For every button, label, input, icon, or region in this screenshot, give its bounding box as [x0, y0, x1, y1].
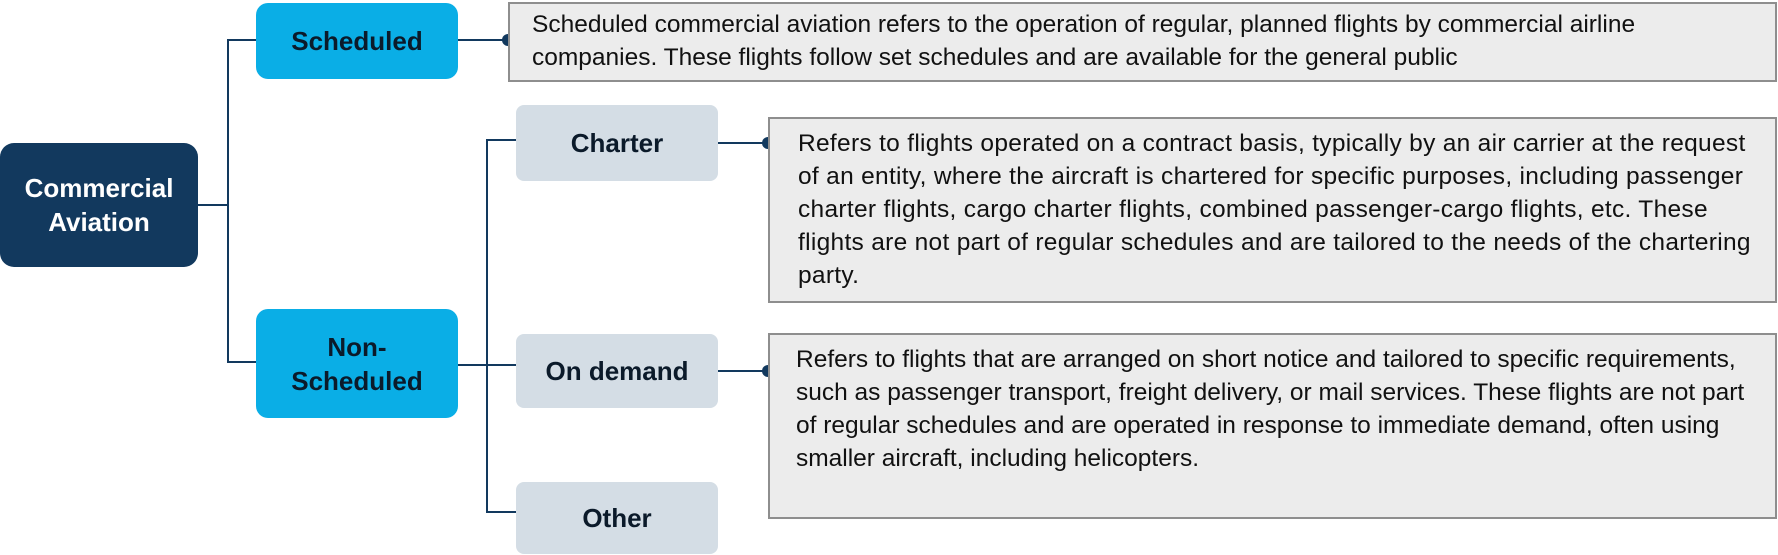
node-non-scheduled-label-line1: Non- — [327, 331, 387, 362]
connector-root-branch — [198, 40, 256, 362]
node-on-demand — [516, 334, 718, 408]
description-charter — [768, 117, 1777, 303]
description-on-demand — [768, 333, 1777, 519]
description-scheduled-text: Scheduled commercial aviation refers to the operation of regular, planned flights by commercial airline companies. These flights follow set schedules and are available for the general public — [532, 11, 1636, 71]
node-on-demand-label: On demand — [545, 355, 689, 386]
root-node-commercial-aviation — [0, 143, 198, 267]
connector-nonscheduled-branch — [458, 140, 516, 512]
node-scheduled — [256, 3, 458, 79]
node-charter — [516, 105, 718, 181]
root-label-line2: Aviation — [48, 207, 150, 237]
description-scheduled — [508, 2, 1777, 82]
node-other-label: Other — [582, 502, 652, 533]
node-charter-label: Charter — [570, 127, 664, 158]
node-non-scheduled — [256, 309, 458, 418]
node-scheduled-label: Scheduled — [291, 26, 423, 56]
node-other — [516, 482, 718, 554]
description-charter-text: Refers to flights operated on a contract basis, typically by an air carrier at the request of an entity, where the aircraft is chartered for specific purposes, including passenger charter flights, cargo charter flights, combined passenger-cargo flights, etc. These flights are not part of regular schedules and are tailored to the needs of the chartering party. — [798, 130, 1751, 289]
node-non-scheduled-label-line2: Scheduled — [291, 365, 423, 396]
description-on-demand-text: Refers to flights that are arranged on short notice and tailored to specific requirements, such as passenger transport, freight delivery, or mail services. These flights are not part of regular schedules and are operated in response to immediate demand, often using smaller aircraft, including helicopters. — [796, 346, 1745, 472]
root-label-line1: Commercial — [24, 173, 174, 203]
